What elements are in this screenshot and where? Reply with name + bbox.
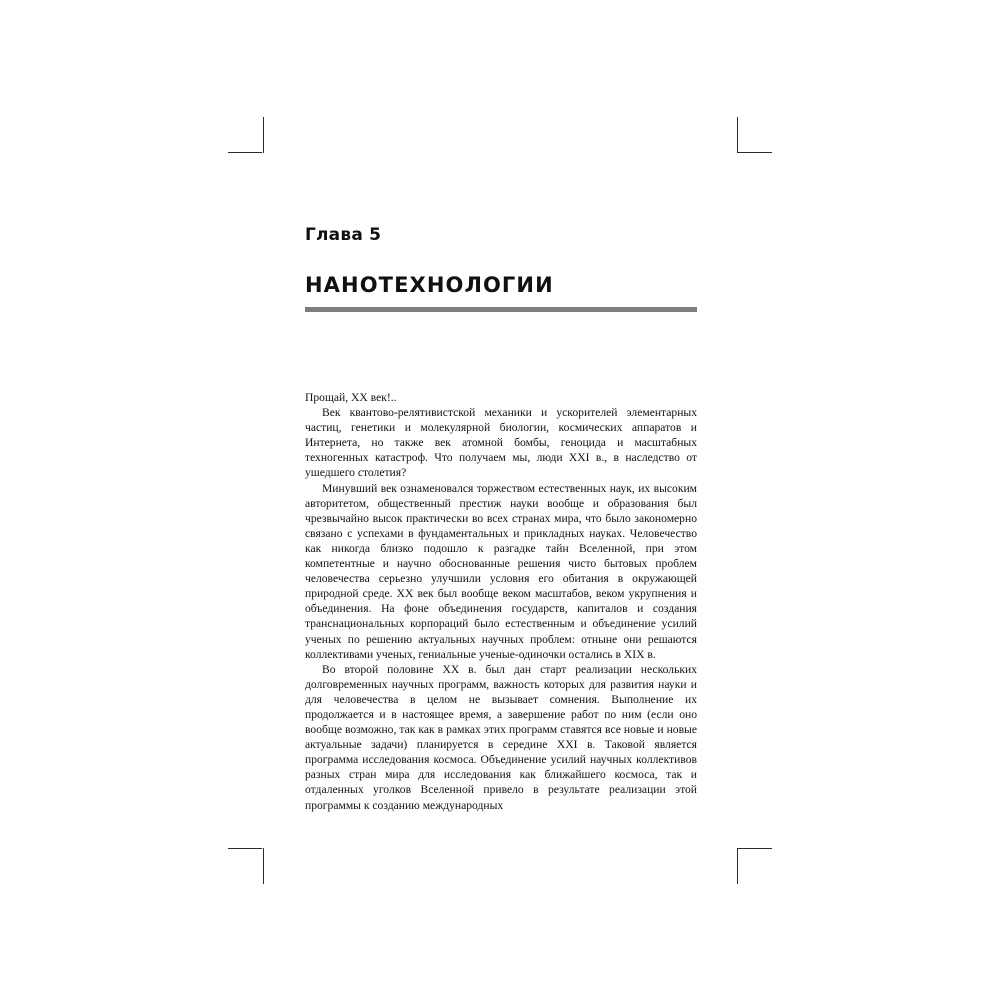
crop-mark-bottom-right-vertical [737, 848, 738, 884]
crop-mark-bottom-left-vertical [263, 848, 264, 884]
page-content [305, 225, 697, 813]
paragraph: Век квантово-релятивистской механики и ускорителей элементарных частиц, генетики и молекулярной биологии, космических аппаратов и Интернета, но также век атомной бомбы, геноцида и масштабных техногенных катастроф. Что получаем мы, люди XXI в., в наследство от ушедшего столетия? [305, 406, 697, 480]
crop-mark-bottom-right-horizontal [738, 848, 772, 849]
crop-mark-top-right-vertical [737, 117, 738, 153]
title-divider [305, 307, 697, 312]
paragraph: Минувший век ознаменовался торжеством естественных наук, их высоким авторитетом, общественный престиж науки вообще и образования был чрезвычайно высок практически во всех странах мира, что было закономерно связано с успехами в фундаментальных и прикладных науках. Человечество как никогда близко подошло к разгадке тайн Вселенной, при этом компетентные и научно обоснованные решения чисто бытовых проблем человечества серьезно улучшили условия его обитания в окружающей природной среде. XX век был вообще веком масштабов, веком укрупнения и объединения. На фоне объединения государств, капиталов и создания транснациональных корпораций было естественным и объединение усилий ученых по решению актуальных научных проблем: отныне они решаются коллективами ученых, гениальные ученые-одиночки остались в XIX в. [305, 481, 697, 661]
chapter-label: Глава 5 [305, 225, 382, 245]
crop-mark-bottom-left-horizontal [228, 848, 262, 849]
crop-mark-top-right-horizontal [738, 152, 772, 153]
paragraph: Прощай, XX век!.. [305, 391, 397, 404]
page-title: НАНОТЕХНОЛОГИИ [305, 273, 554, 297]
crop-mark-top-left-horizontal [228, 152, 262, 153]
crop-mark-top-left-vertical [263, 117, 264, 153]
paragraph: Во второй половине XX в. был дан старт реализации нескольких долговременных научных программ, важность которых для развития науки и для человечества в целом не вызывает сомнения. Выполнение их продолжается и в настоящее время, а завершение работ по ним (если оно вообще возможно, так как в рамках этих программ ставятся все новые и новые актуальные задачи) планируется в середине XXI в. Таковой является программа исследования космоса. Объединение усилий научных коллективов разных стран мира для исследования как ближайшего космоса, так и отдаленных уголков Вселенной привело в результате реализации этой программы к созданию международных [305, 662, 697, 812]
body-text [305, 390, 697, 813]
